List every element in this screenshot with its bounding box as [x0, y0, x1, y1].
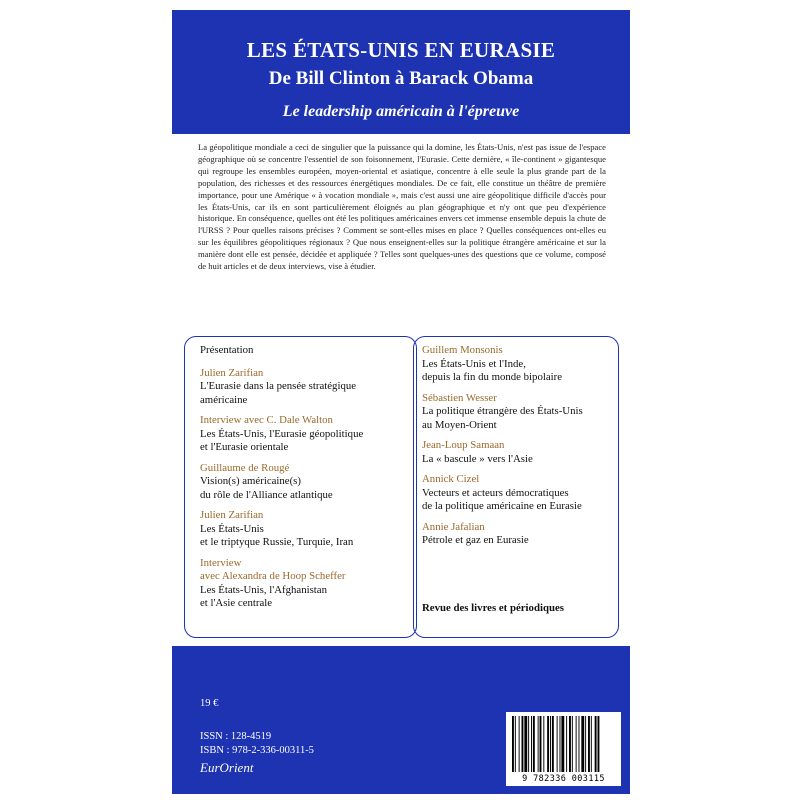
price-label: 19 € — [200, 698, 219, 709]
toc-entry — [200, 557, 406, 611]
barcode-bar — [557, 716, 558, 772]
barcode-bar — [595, 716, 597, 772]
cover-header — [172, 10, 630, 132]
toc-article: Les États-Unis, l'Eurasie géopolitique et l'Eurasie orientale — [200, 427, 364, 453]
barcode-bar — [552, 716, 554, 772]
barcode-bar — [569, 716, 571, 772]
toc-author: Interview avec Alexandra de Hoop Scheffer — [200, 556, 346, 582]
barcode-bar — [522, 716, 524, 772]
toc-author: Julien Zarifian — [200, 366, 264, 379]
barcode-bar — [576, 716, 577, 772]
barcode-bar — [591, 716, 592, 772]
barcode-bar — [531, 716, 532, 772]
toc-entry — [200, 367, 406, 408]
toc-column-left — [200, 344, 406, 618]
toc-author: Guillaume de Rougé — [200, 461, 290, 474]
identifiers — [200, 730, 314, 758]
barcode-bar — [538, 716, 539, 772]
barcode-bar — [572, 716, 573, 772]
barcode-bar — [588, 716, 590, 772]
toc-article: Vecteurs et acteurs démocratiques de la politique américaine en Eurasie — [422, 486, 582, 512]
toc-author: Annick Cizel — [422, 473, 480, 485]
toc-author: Annie Jafalian — [422, 520, 485, 533]
barcode-bar — [560, 716, 561, 772]
barcode-bars — [510, 716, 617, 772]
content-panel — [172, 134, 630, 646]
book-tagline: Le leadership américain à l'épreuve — [282, 103, 520, 120]
toc-column-right — [422, 344, 612, 555]
book-back-cover — [172, 10, 630, 794]
toc-entry — [422, 392, 612, 433]
toc-entry — [200, 509, 406, 550]
toc-author: Jean-Loup Samaan — [422, 439, 505, 451]
barcode-bar — [543, 716, 544, 772]
toc-article: Les États-Unis et le triptyque Russie, Turquie, Iran — [200, 522, 354, 548]
book-subtitle: De Bill Clinton à Barack Obama — [268, 68, 534, 89]
toc-entry — [422, 439, 612, 466]
barcode-bar — [528, 716, 529, 772]
toc-article: L'Eurasie dans la pensée stratégique américaine — [200, 380, 357, 406]
toc-article: La « bascule » vers l'Asie — [422, 452, 533, 465]
barcode-digits: 9 782336 003115 — [522, 774, 605, 784]
toc-article: Vision(s) américaine(s) du rôle de l'Alliance atlantique — [200, 475, 333, 501]
toc-entry — [422, 473, 612, 514]
toc-author: Sébastien Wesser — [422, 391, 497, 404]
toc-author: Interview avec C. Dale Walton — [200, 414, 333, 426]
toc-article: Les États-Unis et l'Inde, depuis la fin du monde bipolaire — [422, 357, 563, 383]
toc-author: Guillem Monsonis — [422, 344, 503, 356]
abstract-text: La géopolitique mondiale a ceci de singulier que la puissance qui la domine, les États-Unis, n'est pas issue de l'espace géographique où se concentre l'essentiel de son foisonnement, l'Eurasie. Cette dernière, « île-continent » gigantesque qui regroupe les ensembles européen, moyen-oriental et asiatique, concentre à elle seule la plus grande part de la population, des richesses et des ressources énergétiques mondiales. De ce fait, elle constitue un théâtre de première importance, pour une Amérique « à vocation mondiale », mais c'est aussi une aire géopolitique difficile d'accès pour les États-Unis, car ils en sont particulièrement éloignés au plan géographique et n'y ont que peu d'expérience historique. En conséquence, quelles ont été les politiques américaines envers cet immense ensemble depuis la chute de l'URSS ? Pour quelles raisons précises ? Comment se sont-elles mises en place ? Quelles conséquences ont-elles eu sur les équilibres géopolitiques régionaux ? Que nous enseignent-elles sur la politique étrangère américaine et sur la manière dont elle est pensée, décidée et appliquée ? Telles sont quelques-unes des questions que ce volume, composé de huit articles et de deux interviews, vise à étudier. — [198, 142, 606, 272]
barcode-bar — [566, 716, 567, 772]
barcode-bar — [512, 716, 514, 772]
barcode-bar — [585, 716, 586, 772]
barcode-bar — [515, 716, 516, 772]
toc-author: Julien Zarifian — [200, 509, 264, 521]
publisher-logo: EurOrient — [200, 760, 254, 775]
barcode-bar — [561, 716, 564, 772]
toc-presentation: Présentation — [200, 344, 254, 356]
toc-article: Pétrole et gaz en Eurasie — [422, 534, 529, 546]
barcode-bar — [547, 716, 549, 772]
toc-entry — [200, 414, 406, 455]
barcode-bar — [524, 716, 527, 772]
barcode-bar — [579, 716, 580, 772]
toc-article: La politique étrangère des États-Unis au Moyen-Orient — [422, 405, 583, 431]
barcode-bar — [533, 716, 535, 772]
toc-entry — [422, 344, 612, 385]
barcode-bar — [519, 716, 520, 772]
barcode-bar — [581, 716, 584, 772]
issn-label: ISSN : 128-4519 — [200, 731, 272, 742]
toc-revue: Revue des livres et périodiques — [422, 602, 564, 614]
isbn-label: ISBN : 978-2-336-00311-5 — [200, 745, 314, 756]
book-title: LES ÉTATS-UNIS EN EURASIE — [246, 38, 556, 62]
barcode-bar — [598, 716, 600, 772]
toc-entry — [200, 462, 406, 503]
toc-entry — [422, 521, 612, 548]
toc-article: Les États-Unis, l'Afghanistan et l'Asie centrale — [200, 583, 327, 609]
barcode — [506, 712, 621, 786]
barcode-bar — [550, 716, 551, 772]
barcode-bar — [540, 716, 542, 772]
